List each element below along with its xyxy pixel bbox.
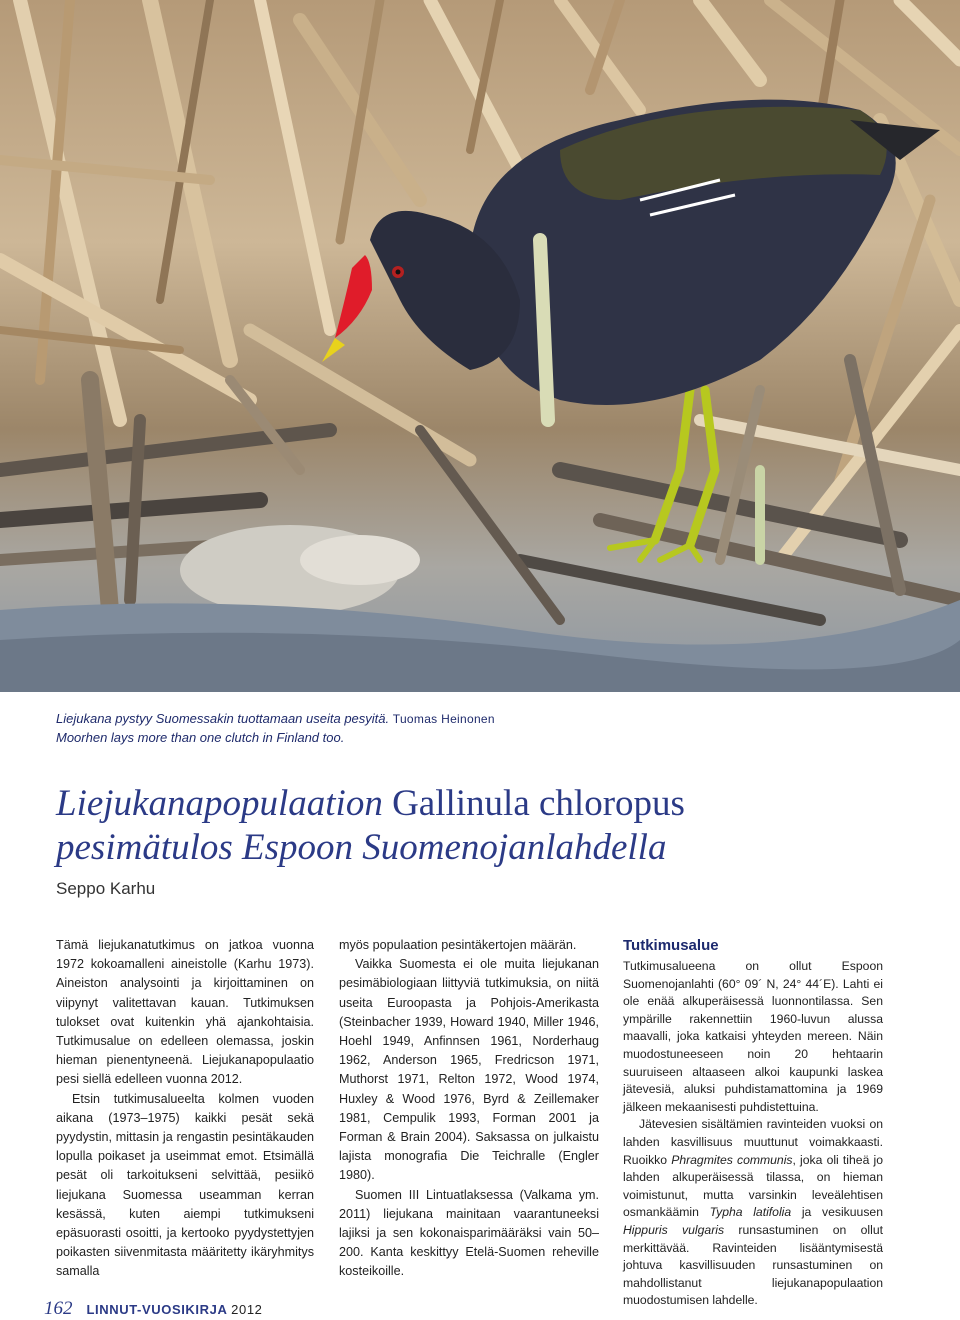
title-line1-italic: Liejukanapopulaation [56, 783, 383, 824]
paragraph: Tämä liejukanatutkimus on jatkoa vuonna 1972 kokoamalleni aineistolle (Karhu 1973). Aineiston analysointi ja kirjoittaminen on viipynyt valitettavan kauan. Tutkimuksen tulokset ovat kuitenkin yhä ajankohtaisia. Tutkimusalue on edelleen olemassa, joskin hieman pienentyneenä. Liejukanapopulaatio pesi siellä edelleen vuonna 2012. [56, 938, 314, 1087]
title-line2: pesimätulos Espoon Suomenojanlahdella [56, 827, 667, 868]
body-column-2 [339, 936, 599, 1282]
body-column-1 [56, 936, 314, 1282]
body-column-3 [623, 936, 883, 1310]
text-run: ja vesikuusen [801, 1205, 883, 1220]
species-name: Phragmites communis [671, 1152, 793, 1167]
photo-credit: Tuomas Heinonen [392, 712, 495, 726]
text-run: runsastuminen on ollut merkittävää. Ravinteiden lisääntymisestä johtuva kasvillisuuden runsastuminen on mahdollistanut liejukanapopulaation muodostumisen lahdelle. [623, 1222, 883, 1308]
paragraph [623, 1116, 883, 1310]
reed-mat [0, 330, 960, 620]
caption-text: Liejukana pystyy Suomessakin tuottamaan useita pesyitä. [56, 711, 390, 726]
photo-caption-english: Moorhen lays more than one clutch in Finland too. [56, 730, 345, 745]
reed-shoot [540, 240, 548, 420]
species-name: Hippuris vulgaris [623, 1222, 725, 1237]
paragraph: Suomen III Lintuatlaksessa (Valkama ym. 2011) liejukana mainitaan vaarantuneeksi lajiksi ja sen kokonaisparimääräksi vain 50–200. Kanta keskittyy Etelä-Suomen reheville kosteikoille. [339, 1187, 599, 1279]
article-title [56, 782, 916, 870]
paragraph: myös populaation pesintäkertojen määrän. [339, 938, 577, 952]
paragraph: Vaikka Suomesta ei ole muita liejukanan pesimäbiologiaan liittyviä tutkimuksia, on niitä useita Euroopasta ja Pohjois-Amerikasta (Steinbacher 1939, Howard 1940, Miller 1946, Hoehl 1949, Anfinnsen 1961, Norderhaug 1962, Anderson 1965, Fredricson 1971, Muthorst 1971, Relton 1972, Wood 1974, Huxley & Wood 1976, Byrd & Zeillemaker 1981, Cempulik 1993, Forman 2001 ja Forman & Brain 2004). Saksassa on julkaistu lajista monografia Die Teichralle (Engler 1980). [339, 957, 599, 1183]
species-name: Typha latifolia [709, 1205, 792, 1220]
paragraph: Etsin tutkimusalueelta kolmen vuoden aikana (1973–1975) kaikki pesät sekä pyydystin, mittasin ja rengastin pesintäkauden lopulla poikaset ja useimmat emot. Etsimällä pesät oli tarkoitukseni selvittää, pesiikö liejukana Suomessa useamman kerran kesässä, kuten aiempi tutkimukseni epäsuorasti osoitti, ja kertooko pyydystettyjen poikasten siivenmitasta määritetty ikäryhmitys samalla [56, 1091, 314, 1279]
page-footer [44, 1298, 263, 1318]
article-author: Seppo Karhu [56, 879, 156, 898]
paragraph: Tutkimusalueena on ollut Espoon Suomenojanlahti (60° 09´ N, 24° 44´E). Lahti ei ole enää alkuperäisessä luonnontilassa. Sen ympärille rakennettiin 1960-luvun alussa maavalli, joka katkaisi yhteyden mereen. Näin muodostuneeseen noin 20 hehtaarin suuruiseen altaaseen alkoi kaupunki laskea jätevesiä, aluksi puhdistamattomina ja 1969 jälkeen mekaanisesti puhdistettuina. [623, 959, 883, 1114]
text-run: Jätevesien sisältämien ravinteiden vuoksi on lahden kasvillisuus muuttunut voimakkaasti. Ruoikko [623, 1117, 883, 1167]
page-number: 162 [44, 1298, 73, 1319]
title-line1-roman: Gallinula chloropus [392, 783, 685, 824]
section-heading: Tutkimusalue [623, 937, 719, 954]
photo-caption-finnish [56, 710, 756, 728]
journal-name [87, 1302, 263, 1317]
journal-title: LINNUT-VUOSIKIRJA [86, 1302, 227, 1317]
text-run: , joka oli tiheä jo lahden alkuperäisessä tilassa, on hieman voimistunut, mutta varsinkin leveälehtisen osmankäämin [623, 1152, 883, 1220]
journal-year: 2012 [231, 1302, 263, 1317]
